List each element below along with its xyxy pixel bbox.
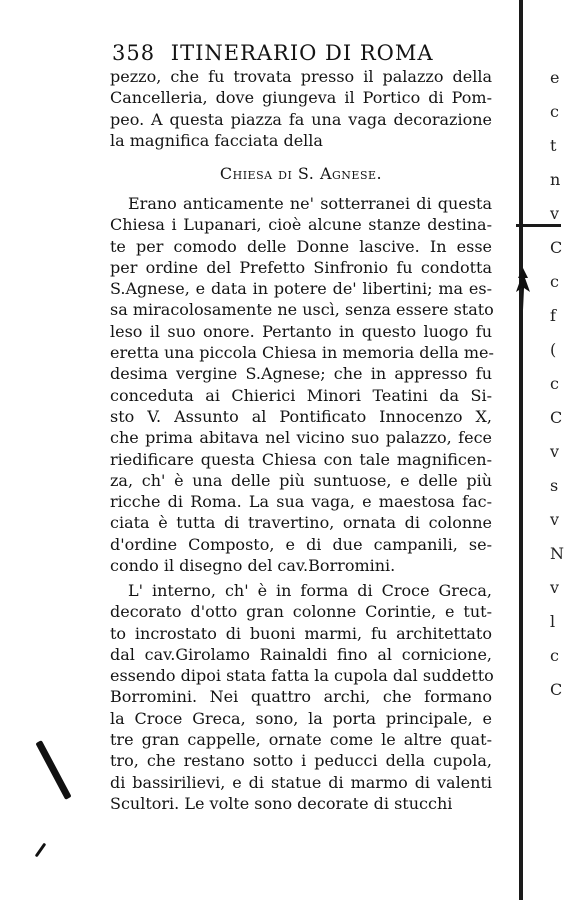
edge-glyph: s (550, 476, 559, 495)
edge-glyph: v (550, 204, 560, 223)
text-line: ricche di Roma. La sua vaga, e maestosa fac- (110, 492, 492, 512)
text-line: di bassirilievi, e di statue di marmo di valenti (110, 772, 492, 792)
text-line: to incrostato di buoni marmi, fu architettato (110, 623, 492, 643)
edge-glyph: v (550, 442, 560, 461)
text-line: condo il disegno del cav.Borromini. (110, 556, 396, 576)
text-line: Chiesa i Lupanari, cioè alcune stanze destina- (110, 215, 492, 235)
edge-glyph: c (550, 272, 559, 291)
text-line: decorato d'otto gran colonne Corintie, e tut- (110, 602, 492, 622)
ink-stroke (35, 843, 47, 858)
running-title: ITINERARIO DI ROMA (170, 41, 434, 65)
page-number: 358 (112, 41, 156, 65)
paragraph-two (110, 580, 492, 814)
text-line: Scultori. Le volte sono decorate di stucchi (110, 793, 453, 813)
text-line: conceduta ai Chierici Minori Teatini da Si- (110, 385, 492, 405)
edge-glyph: v (550, 578, 560, 597)
text-line: sto V. Assunto al Pontificato Innocenzo X, (110, 406, 492, 426)
edge-glyph: v (550, 510, 560, 529)
edge-glyph: c (550, 374, 559, 393)
text-line: essendo dipoi stata fatta la cupola dal suddetto (110, 666, 494, 686)
paragraph-one (110, 193, 492, 576)
edge-glyph: N (550, 544, 564, 563)
text-line: Borromini. Nei quattro archi, che formano (110, 687, 492, 707)
text-line: tre gran cappelle, ornate come le altre quat- (110, 730, 492, 750)
edge-glyph: C (550, 680, 563, 699)
edge-glyph: l (550, 612, 556, 631)
gutter-rule (519, 0, 523, 900)
edge-glyph: C (550, 408, 563, 427)
text-line: Erano anticamente ne' sotterranei di questa (128, 194, 492, 213)
running-header (112, 40, 462, 66)
text-line: tro, che restano sotto i peducci della cupola, (110, 751, 492, 771)
text-line: per ordine del Prefetto Sinfronio fu condotta (110, 257, 492, 277)
text-line: pezzo, che fu trovata presso il palazzo della (110, 67, 492, 86)
text-line: d'ordine Composto, e di due campanili, se- (110, 534, 492, 554)
ink-stroke (35, 740, 71, 800)
text-line: S.Agnese, e data in potere de' libertini; ma es- (110, 279, 492, 299)
edge-glyph: f (550, 306, 556, 325)
ribbon-mark (512, 268, 534, 310)
edge-glyph: t (550, 136, 557, 155)
text-line: la Croce Greca, sono, la porta principale, e (110, 708, 492, 728)
text-line: te per comodo delle Donne lascive. In esse (110, 236, 492, 256)
section-heading: Chiesa di S. Agnese. (219, 164, 383, 183)
edge-glyph: c (550, 102, 559, 121)
text-line: ciata è tutta di travertino, ornata di colonne (110, 513, 492, 533)
edge-glyph: e (550, 68, 560, 87)
text-line: eretta una piccola Chiesa in memoria della me- (110, 343, 494, 363)
edge-glyph: ( (550, 340, 557, 359)
text-line: leso il suo onore. Pertanto in questo luogo fu (110, 321, 492, 341)
text-line: sa miracolosamente ne uscì, senza essere stato (110, 300, 494, 320)
text-line: dal cav.Girolamo Rainaldi fino al cornicione, (110, 644, 492, 664)
edge-glyph: C (550, 238, 563, 257)
text-line: L' interno, ch' è in forma di Croce Greca, (128, 581, 492, 600)
text-line: che prima abitava nel vicino suo palazzo, fece (110, 428, 492, 448)
text-line: Cancelleria, dove giungeva il Portico di Pom- (110, 88, 492, 108)
gutter-tick (516, 224, 561, 227)
intro-text (110, 66, 492, 151)
text-line: za, ch' è una delle più suntuose, e delle più (110, 470, 492, 490)
text-line: la magnifica facciata della (110, 130, 323, 150)
text-line: peo. A questa piazza fa una vaga decorazione (110, 109, 492, 129)
text-line: riedificare questa Chiesa con tale magnificen- (110, 449, 492, 469)
text-line: desima vergine S.Agnese; che in appresso fu (110, 364, 492, 384)
edge-glyph: n (550, 170, 561, 189)
edge-glyph: c (550, 646, 559, 665)
